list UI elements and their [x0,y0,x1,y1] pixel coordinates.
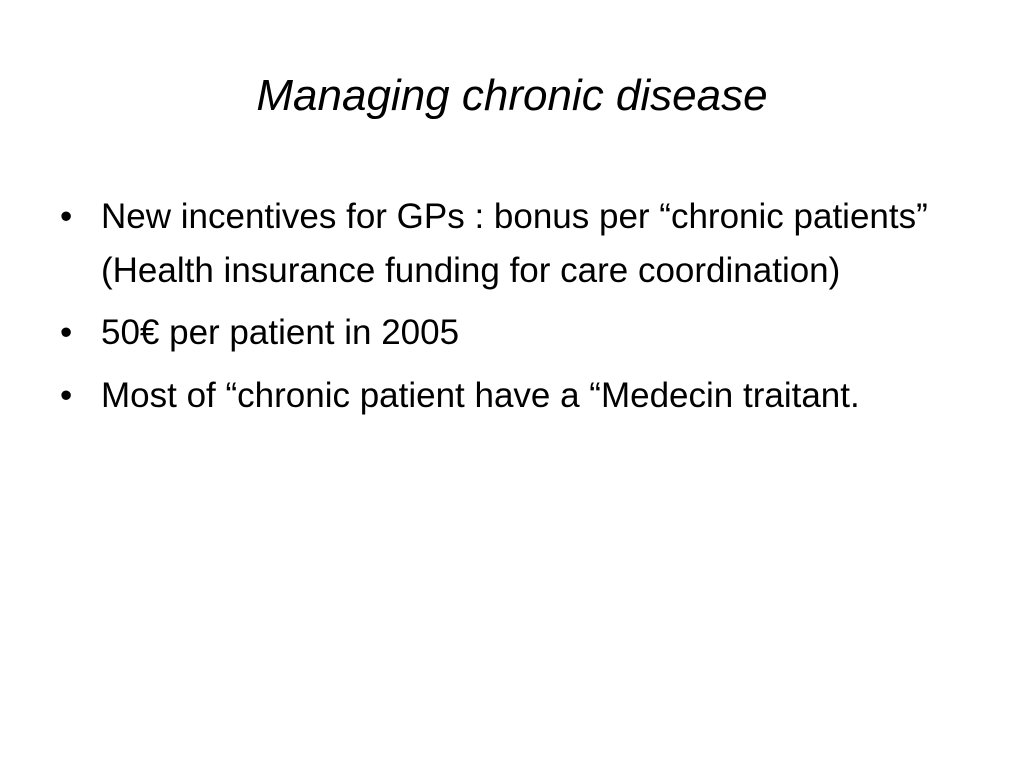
bullet-text: Most of “chronic patient have a “Medecin traitant. [101,375,860,415]
bullet-text: 50€ per patient in 2005 [101,313,460,352]
bullet-item [60,190,960,297]
bullet-point-icon: • [60,313,73,352]
slide-title: Managing chronic disease [256,71,768,120]
bullet-list [60,190,960,431]
bullet-point-icon: • [60,375,73,415]
bullet-point-icon: • [60,197,73,236]
bullet-item [60,306,960,360]
bullet-item [60,369,960,423]
bullet-text: New incentives for GPs : bonus per “chronic patients” (Health insurance funding for care coordination) [101,197,928,290]
